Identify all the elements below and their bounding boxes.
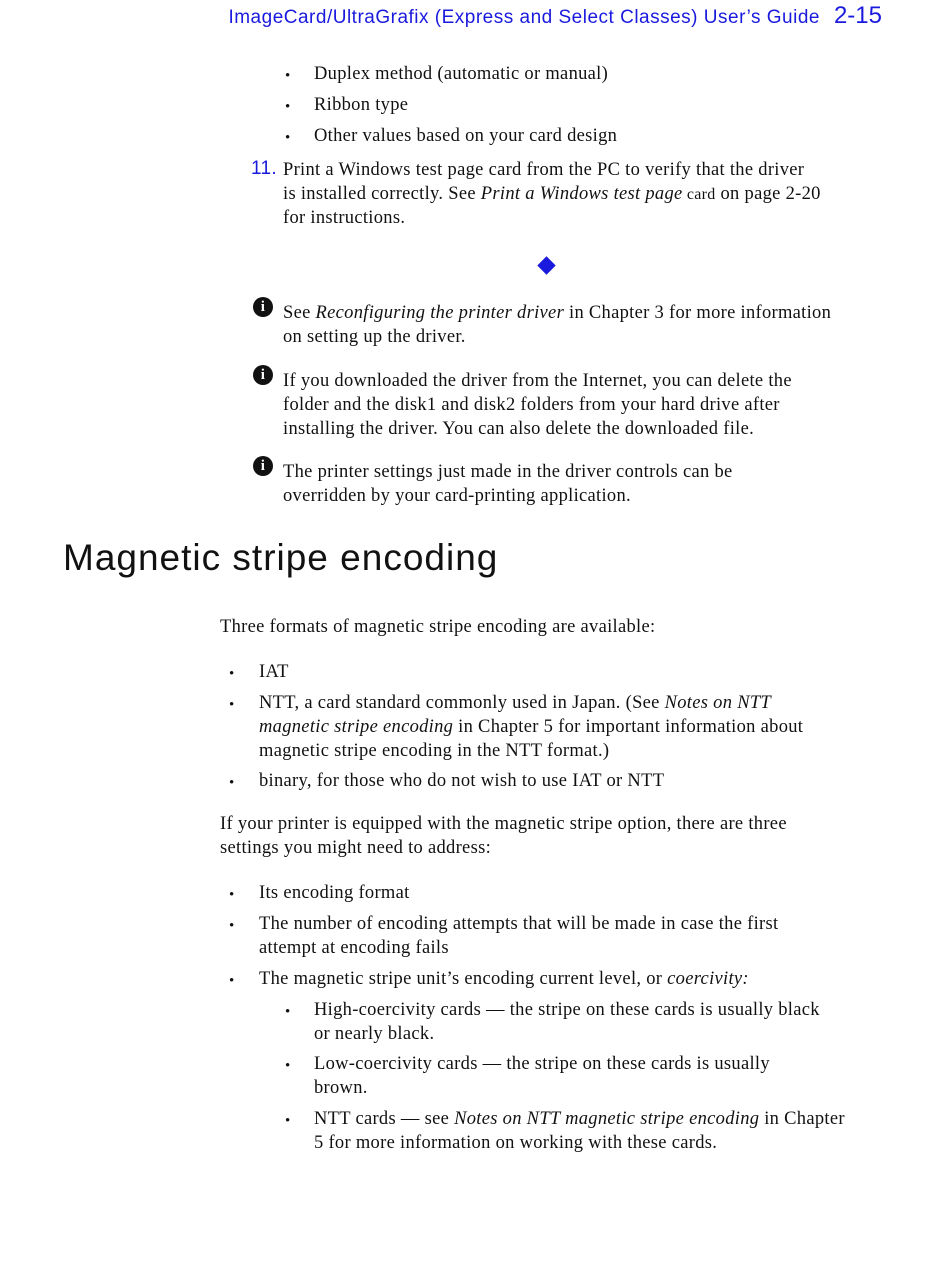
list-item-line: attempt at encoding fails: [259, 938, 449, 958]
section-intro: Three formats of magnetic stripe encoding are available:: [220, 617, 656, 637]
note-text-line: on setting up the driver.: [283, 327, 466, 347]
page-number: 2-15: [833, 2, 882, 29]
list-item: The number of encoding attempts that will be made in case the first: [259, 914, 779, 934]
guide-title: ImageCard/UltraGrafix (Express and Select Classes) User’s Guide: [228, 7, 820, 28]
sub-list-item: High-coercivity cards — the stripe on these cards is usually black: [314, 1000, 820, 1020]
list-item-line: magnetic stripe encoding in the NTT format.): [259, 741, 610, 761]
section-heading: Magnetic stripe encoding: [63, 537, 499, 578]
sub-list-item: NTT cards — see Notes on NTT magnetic stripe encoding in Chapter: [314, 1109, 845, 1129]
step-number: 11.: [251, 158, 277, 179]
note-text-line: If you downloaded the driver from the Internet, you can delete the: [283, 371, 792, 391]
list-item: Its encoding format: [259, 883, 410, 903]
note-text-line: See Reconfiguring the printer driver in Chapter 3 for more information: [283, 303, 832, 323]
bullet-dot: •: [229, 775, 235, 791]
list-item: The magnetic stripe unit’s encoding current level, or coercivity:: [259, 969, 749, 989]
list-item: Duplex method (automatic or manual): [314, 64, 609, 84]
list-item: NTT, a card standard commonly used in Japan. (See Notes on NTT: [259, 693, 772, 713]
paragraph-line: If your printer is equipped with the magnetic stripe option, there are three: [220, 814, 787, 834]
sub-list-item-line: or nearly black.: [314, 1024, 435, 1044]
bullet-dot: •: [229, 887, 235, 903]
bullet-dot: •: [285, 130, 291, 146]
note-text-line: The printer settings just made in the driver controls can be: [283, 462, 733, 482]
bullet-dot: •: [285, 68, 291, 84]
info-icon: i: [253, 297, 273, 317]
bullet-dot: •: [229, 973, 235, 989]
bullet-dot: •: [229, 666, 235, 682]
step-text-line: is installed correctly. See Print a Windows test page card on page 2-20: [283, 184, 821, 204]
note-text-line: folder and the disk1 and disk2 folders from your hard drive after: [283, 395, 780, 415]
diamond-separator-icon: [537, 256, 555, 274]
note-text-line: installing the driver. You can also delete the downloaded file.: [283, 419, 755, 439]
bullet-dot: •: [285, 1113, 291, 1129]
link-reference: Print a Windows test page: [480, 184, 683, 204]
sub-list-item-line: brown.: [314, 1078, 368, 1098]
sub-list-item-line: 5 for more information on working with these cards.: [314, 1133, 718, 1153]
paragraph-line: settings you might need to address:: [220, 838, 492, 858]
bullet-dot: •: [285, 1004, 291, 1020]
note-text-line: overridden by your card-printing application.: [283, 486, 631, 506]
list-item: Ribbon type: [314, 95, 409, 115]
bullet-dot: •: [285, 99, 291, 115]
running-header: [228, 2, 882, 32]
list-item: IAT: [259, 662, 289, 682]
sub-list-item: Low-coercivity cards — the stripe on these cards is usually: [314, 1054, 770, 1074]
info-icon: i: [253, 365, 273, 385]
bullet-dot: •: [229, 697, 235, 713]
list-item: binary, for those who do not wish to use IAT or NTT: [259, 771, 665, 791]
step-text-line: for instructions.: [283, 208, 406, 228]
info-icon: i: [253, 456, 273, 476]
list-item-line: magnetic stripe encoding in Chapter 5 for important information about: [259, 717, 804, 737]
bullet-dot: •: [229, 918, 235, 934]
bullet-dot: •: [285, 1058, 291, 1074]
step-text-line: Print a Windows test page card from the PC to verify that the driver: [283, 160, 805, 180]
list-item: Other values based on your card design: [314, 126, 618, 146]
